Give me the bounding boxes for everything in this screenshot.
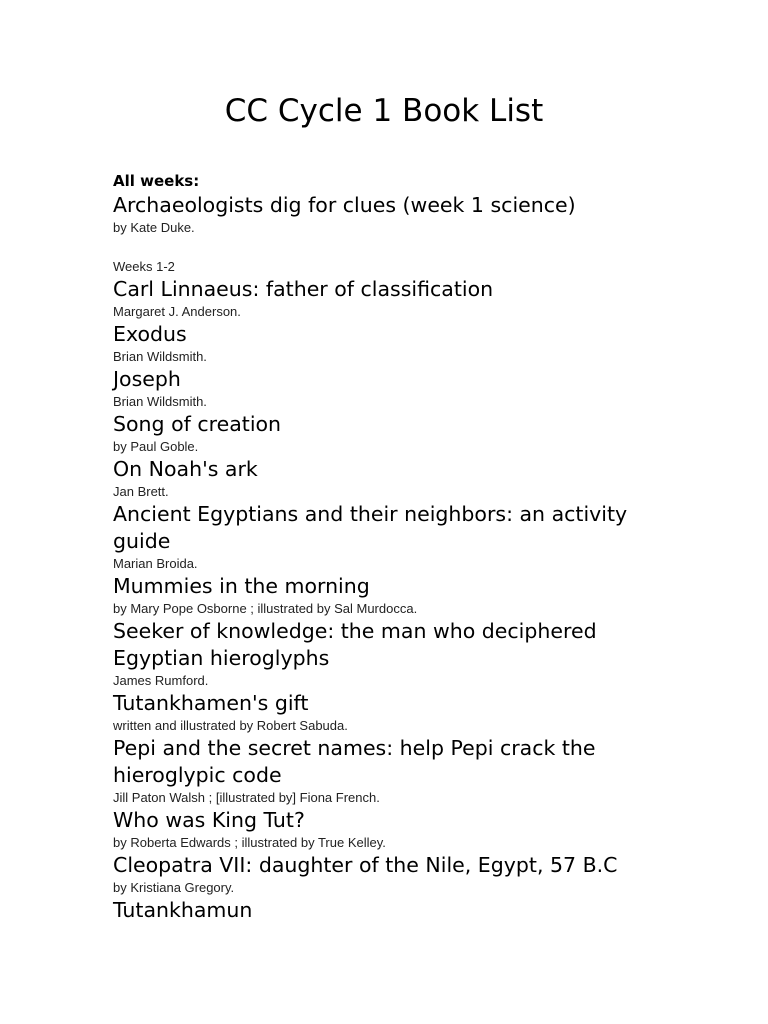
book-author: James Rumford. [113,673,209,688]
book-title: Carl Linnaeus: father of classification [113,277,494,301]
list-item [113,192,633,236]
list-item [113,276,633,320]
book-author: Brian Wildsmith. [113,394,207,409]
book-author: written and illustrated by Robert Sabuda. [113,718,348,733]
list-item [113,807,633,851]
list-item [113,456,633,500]
book-author: Marian Broida. [113,556,198,571]
book-title: Cleopatra VII: daughter of the Nile, Egypt, 57 B.C [113,853,618,877]
list-item [113,411,633,455]
list-item [113,618,633,689]
list-item [113,690,633,734]
book-title: Tutankhamen's gift [113,691,309,715]
section-label-all-weeks: All weeks: [113,172,200,190]
book-title: Tutankhamun [113,898,253,922]
list-item [113,735,633,806]
book-title: Seeker of knowledge: the man who deciphered Egyptian hieroglyphs [113,619,597,670]
list-item [113,501,633,572]
section-label-weeks-1-2: Weeks 1-2 [113,259,175,274]
list-item [113,897,633,924]
book-author: Jill Paton Walsh ; [illustrated by] Fiona French. [113,790,380,805]
book-title: Exodus [113,322,187,346]
book-title: Joseph [113,367,181,391]
book-author: by Kristiana Gregory. [113,880,235,895]
book-title: Archaeologists dig for clues (week 1 science) [113,193,576,217]
page-title: CC Cycle 1 Book List [224,93,544,129]
book-author: Jan Brett. [113,484,169,499]
book-author: Margaret J. Anderson. [113,304,241,319]
book-title: Ancient Egyptians and their neighbors: an activity guide [113,502,628,553]
book-author: by Paul Goble. [113,439,199,454]
book-title: Song of creation [113,412,282,436]
list-item [113,573,633,617]
book-title: Mummies in the morning [113,574,370,598]
list-item [113,321,633,365]
book-title: Who was King Tut? [113,808,305,832]
book-title: Pepi and the secret names: help Pepi crack the hieroglypic code [113,736,596,787]
book-author: by Kate Duke. [113,220,195,235]
book-list [113,170,633,924]
list-item [113,852,633,896]
list-item [113,366,633,410]
book-title: On Noah's ark [113,457,258,481]
book-author: Brian Wildsmith. [113,349,207,364]
book-author: by Mary Pope Osborne ; illustrated by Sal Murdocca. [113,601,418,616]
book-author: by Roberta Edwards ; illustrated by True Kelley. [113,835,386,850]
